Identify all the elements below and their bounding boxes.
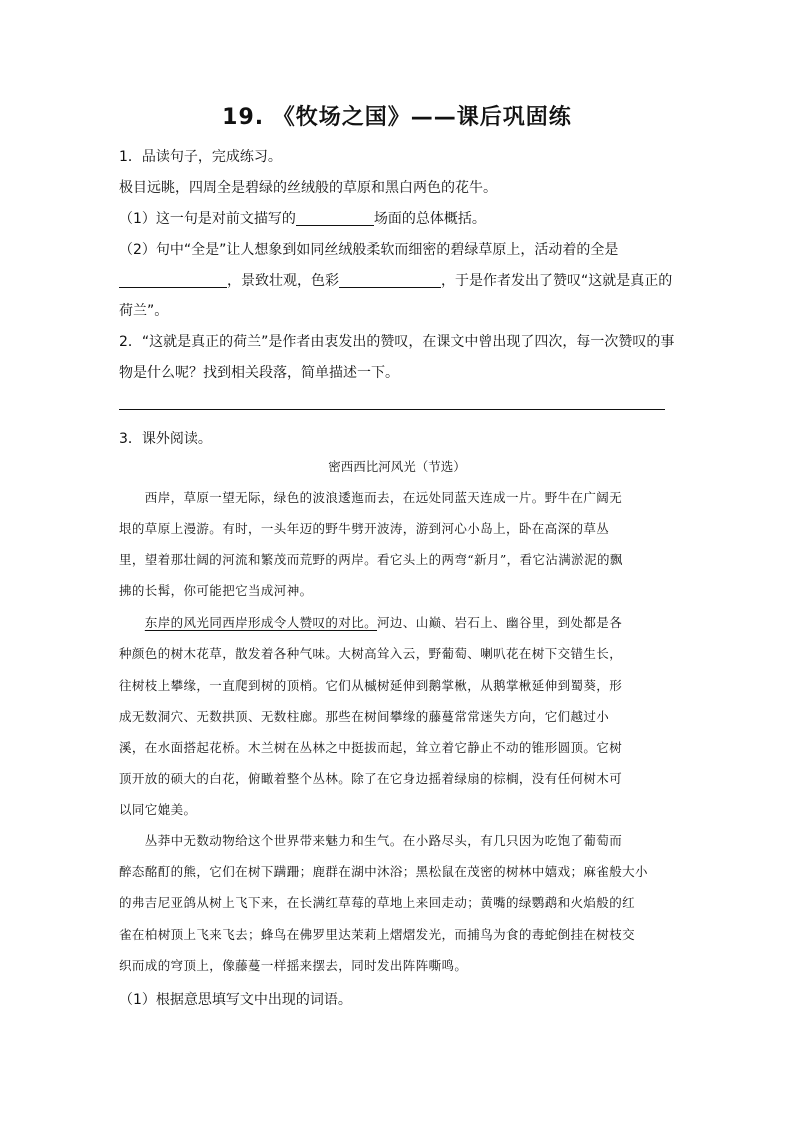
reading-line: 种颜色的树木花草，散发着各种气味。大树高耸入云，野葡萄、喇叭花在树下交错生长，	[119, 646, 623, 661]
reading-line: 垠的草原上漫游。有时，一头年迈的野牛劈开波涛，游到河心小岛上，卧在高深的草丛	[119, 521, 610, 536]
reading-line: 西岸，草原一望无际，绿色的波浪逶迤而去，在远处同蓝天连成一片。野牛在广阔无	[119, 490, 623, 505]
question-1-sub1-text-a: （1）这一句是对前文描写的	[119, 211, 296, 227]
reading-line	[119, 613, 622, 631]
answer-blank[interactable]	[339, 273, 441, 288]
answer-blank[interactable]	[296, 211, 374, 226]
reading-line: 往树枝上攀缘，一直爬到树的顶梢。它们从槭树延伸到鹅掌楸，从鹅掌楸延伸到蜀葵，形	[119, 678, 623, 693]
question-1-sub2-text-b: ，景致壮观，色彩	[227, 273, 339, 289]
reading-text: 河边、山巅、岩石上、幽谷里，到处都是各	[377, 615, 623, 630]
reading-line: 成无数洞穴、无数拱顶、无数柱廊。那些在树间攀缘的藤蔓常常迷失方向，它们越过小	[119, 709, 610, 724]
reading-line: 织而成的穹顶上，像藤蔓一样摇来摆去，同时发出阵阵嘶鸣。	[119, 958, 468, 973]
question-3-sub1: （1）根据意思填写文中出现的词语。	[119, 992, 352, 1008]
page-title: 19. 《牧场之国》——课后巩固练	[222, 105, 572, 130]
question-1-sub1	[119, 208, 486, 228]
question-3-heading: 3．课外阅读。	[119, 431, 212, 447]
reading-line: 溪，在水面搭起花桥。木兰树在丛林之中挺拔而起，耸立着它静止不动的锥形圆顶。它树	[119, 740, 623, 755]
reading-line: 醉态酩酊的熊，它们在树下蹒跚；鹿群在湖中沐浴；黑松鼠在茂密的树林中嬉戏；麻雀般大小	[119, 864, 648, 879]
underlined-sentence: 东岸的风光同西岸形成令人赞叹的对比。	[144, 615, 378, 630]
question-1-sentence: 极目远眺，四周全是碧绿的丝绒般的草原和黑白两色的花牛。	[119, 180, 497, 196]
reading-line: 拂的长髯，你可能把它当成河神。	[119, 583, 313, 598]
reading-line: 雀在柏树顶上飞来飞去；蜂鸟在佛罗里达茉莉上熠熠发光，而捕鸟为食的毒蛇倒挂在树枝交	[119, 927, 636, 942]
answer-line[interactable]	[119, 409, 665, 410]
question-1-sub2-text-c: ，于是作者发出了赞叹“这就是真正的	[441, 273, 673, 289]
reading-title: 密西西比河风光（节选）	[328, 459, 466, 474]
question-1-sub2-line2	[119, 270, 672, 290]
reading-line: 里，望着那壮阔的河流和繁茂而荒野的两岸。看它头上的两弯“新月”，看它沾满淤泥的飘	[119, 552, 623, 567]
reading-line: 的弗吉尼亚鸽从树上飞下来，在长满红草莓的草地上来回走动；黄嘴的绿鹦鹉和火焰般的红	[119, 895, 636, 910]
question-1-sub2-line1: （2）句中“全是”让人想象到如同丝绒般柔软而细密的碧绿草原上，活动着的全是	[119, 242, 619, 258]
question-1-heading: 1．品读句子，完成练习。	[119, 149, 282, 165]
question-1-sub1-text-b: 场面的总体概括。	[373, 211, 486, 227]
question-1-sub2-line3: 荷兰”。	[119, 303, 169, 319]
reading-line: 顶开放的硕大的白花，俯瞰着整个丛林。除了在它身边摇着绿扇的棕榈，没有任何树木可	[119, 771, 623, 786]
reading-line: 以同它媲美。	[119, 802, 197, 817]
answer-blank[interactable]	[119, 273, 227, 288]
question-2-line2: 物是什么呢？找到相关段落，简单描述一下。	[119, 365, 399, 381]
question-2-line1: 2．“这就是真正的荷兰”是作者由衷发出的赞叹，在课文中曾出现了四次，每一次赞叹的事	[119, 334, 675, 350]
reading-line: 丛莽中无数动物给这个世界带来魅力和生气。在小路尽头，有几只因为吃饱了葡萄而	[119, 833, 623, 848]
